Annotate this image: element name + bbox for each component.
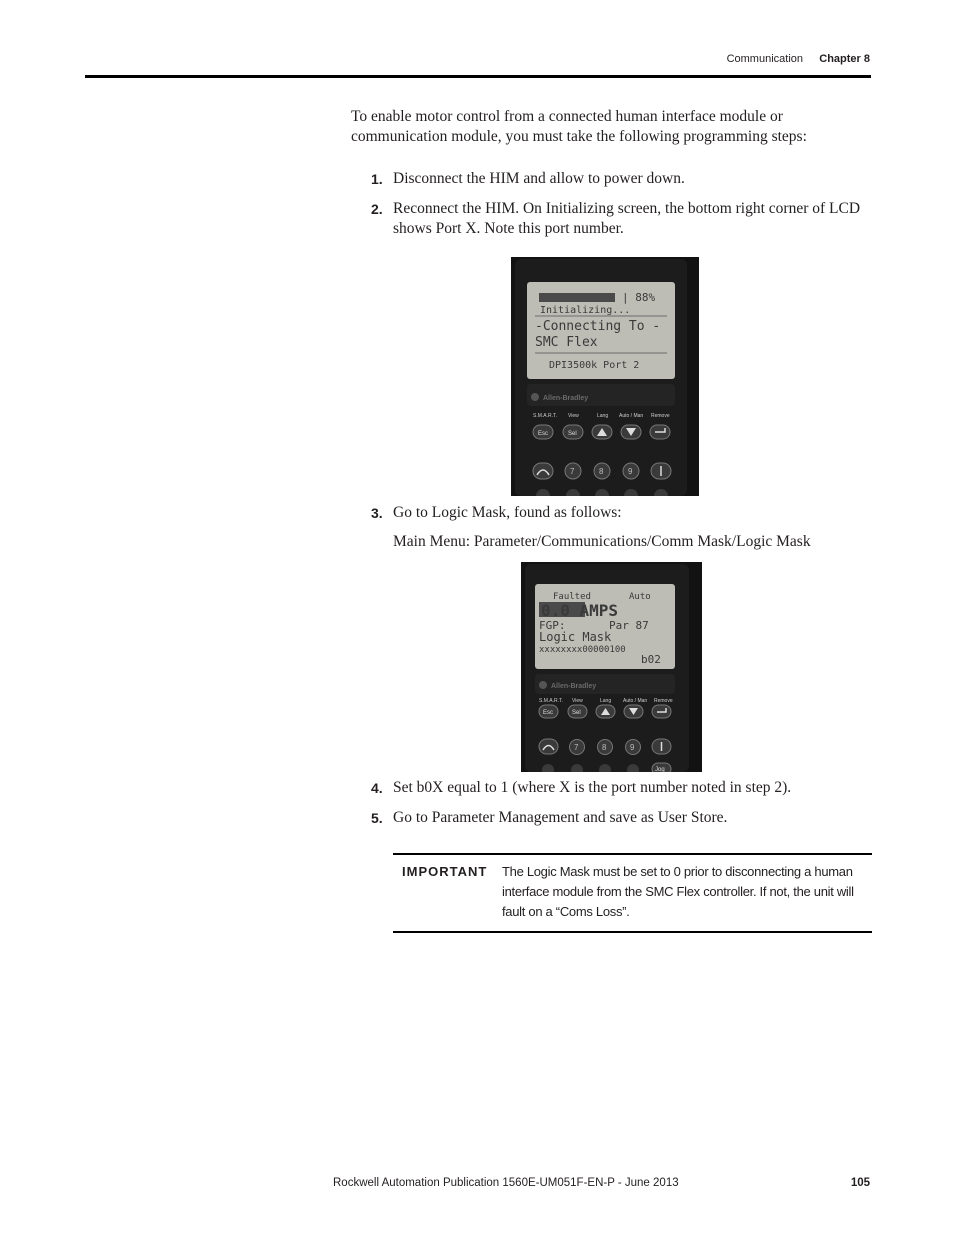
lcd-line-1: Initializing...	[540, 305, 631, 316]
lcd-status: Faulted	[553, 592, 591, 602]
key-label-view: View	[568, 413, 579, 419]
key-label-lang: Lang	[600, 698, 612, 704]
step-number: 1.	[371, 171, 383, 187]
key-label-remove: Remove	[654, 698, 673, 704]
key-label-smart: S.M.A.R.T.	[539, 698, 563, 704]
lcd-mode: Auto	[629, 592, 651, 602]
him-logic-mask-photo	[521, 562, 702, 772]
header-rule	[85, 75, 871, 78]
number-key-8-label: 8	[602, 743, 607, 752]
lcd-line-2: -Connecting To -	[535, 319, 661, 334]
step-text: Set b0X equal to 1 (where X is the port number noted in step 2).	[393, 779, 792, 796]
number-key-9-label: 9	[628, 467, 633, 476]
progress-bar	[539, 293, 615, 302]
esc-key-label: Esc	[543, 710, 554, 716]
important-label: IMPORTANT	[402, 864, 488, 879]
lcd-current-readout: 0.0 AMPS	[541, 601, 619, 620]
lcd-line-3: SMC Flex	[535, 335, 598, 350]
lcd-bit-label: b02	[641, 653, 661, 666]
menu-path: Main Menu: Parameter/Communications/Comm Mask/Logic Mask	[393, 533, 811, 550]
number-key-7-label: 7	[574, 743, 579, 752]
brand-logo: Allen-Bradley	[543, 395, 589, 402]
step-text: Disconnect the HIM and allow to power down.	[393, 170, 685, 187]
number-key-7-label: 7	[570, 467, 575, 476]
intro-paragraph: To enable motor control from a connected human interface module or communication module, you must take the following programming steps:	[351, 108, 807, 145]
lcd-bit-mask: xxxxxxxx00000100	[539, 645, 626, 655]
key-label-smart: S.M.A.R.T.	[533, 413, 557, 419]
key-label-lang: Lang	[597, 413, 609, 419]
key-label-view: View	[572, 698, 583, 704]
key-label-auto-man: Auto / Man	[619, 413, 644, 419]
step-number: 5.	[371, 810, 383, 826]
step-number: 2.	[371, 201, 383, 217]
step-number: 4.	[371, 780, 383, 796]
him-initializing-photo	[511, 257, 699, 496]
sel-key-label: Sel	[572, 710, 581, 716]
stop-key	[533, 463, 553, 479]
lcd-parameter-name: Logic Mask	[539, 630, 612, 644]
lcd-parameter: Par 87	[609, 619, 649, 632]
important-text: The Logic Mask must be set to 0 prior to disconnecting a human interface module from the SMC Flex controller. If not, the unit will fault on a “Coms Loss”.	[502, 864, 854, 919]
step-text: Reconnect the HIM. On Initializing screen, the bottom right corner of LCD shows Port X. Note this port number.	[393, 200, 861, 237]
important-note	[393, 853, 872, 933]
lcd-group: FGP:	[539, 619, 566, 632]
header-section-title: Communication	[726, 53, 803, 65]
brand-logo: Allen-Bradley	[551, 683, 597, 690]
stop-key	[539, 739, 558, 754]
header-chapter-label: Chapter 8	[819, 53, 870, 65]
step-text: Go to Parameter Management and save as User Store.	[393, 809, 728, 826]
step-text: Go to Logic Mask, found as follows:	[393, 504, 622, 521]
jog-key-label: Jog	[655, 767, 665, 772]
lcd-progress-text: | 88%	[622, 291, 656, 304]
esc-key-label: Esc	[538, 431, 549, 437]
key-label-remove: Remove	[651, 413, 670, 419]
step-number: 3.	[371, 505, 383, 521]
lcd-line-4: DPI3500k Port 2	[549, 360, 640, 371]
page-number: 105	[850, 1177, 870, 1189]
sel-key-label: Sel	[568, 431, 577, 437]
key-label-auto-man: Auto / Man	[623, 698, 648, 704]
footer-publication: Rockwell Automation Publication 1560E-UM051F-EN-P - June 2013	[333, 1177, 679, 1189]
number-key-9-label: 9	[630, 743, 635, 752]
number-key-8-label: 8	[599, 467, 604, 476]
